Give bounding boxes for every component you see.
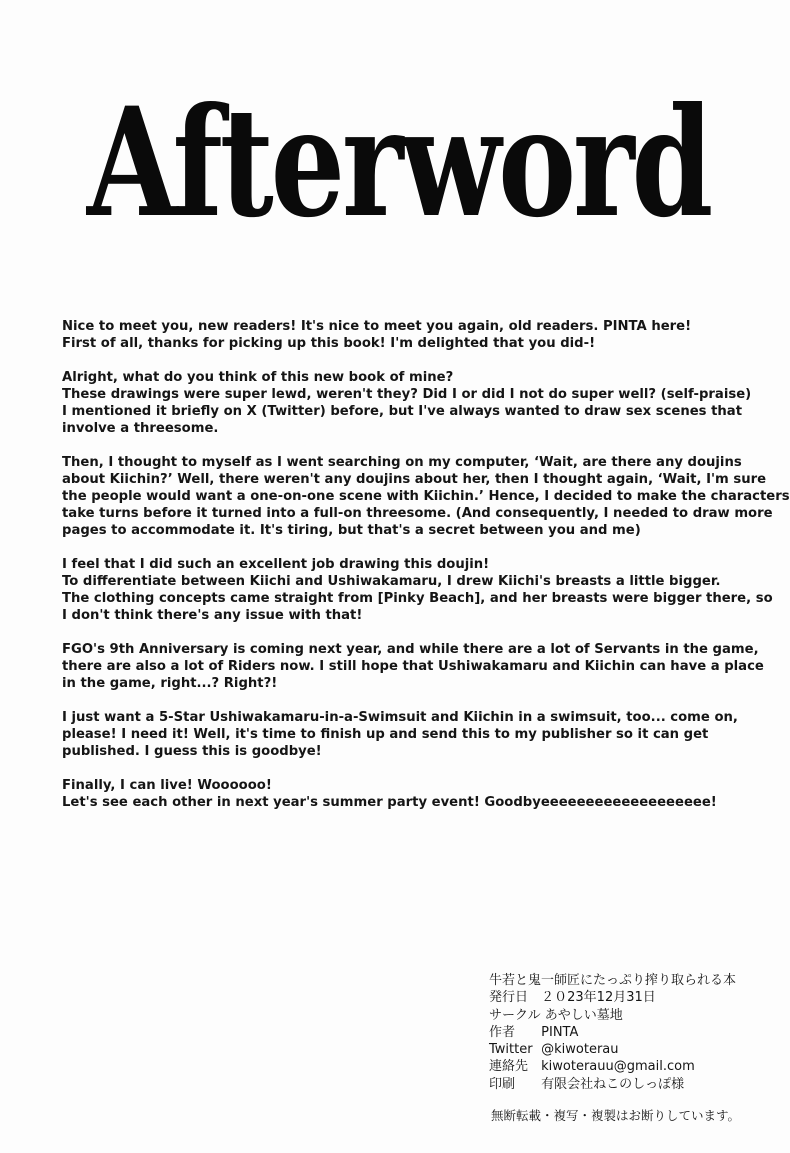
colophon-row-circle bbox=[489, 1007, 779, 1024]
colophon-row-twitter bbox=[489, 1041, 779, 1058]
text-line: in the game, right...? Right?! bbox=[62, 676, 278, 691]
page-title: Afterword bbox=[86, 75, 711, 251]
text-line: about Kiichin?’ Well, there weren't any doujins about her, then I thought again, ‘Wait, I'm sure bbox=[62, 472, 767, 487]
text-line: I don't think there's any issue with that! bbox=[62, 608, 363, 623]
text-line: I just want a 5-Star Ushiwakamaru-in-a-Swimsuit and Kiichin in a swimsuit, too... come on, bbox=[62, 710, 738, 725]
colophon-value: @kiwoterau bbox=[541, 1042, 619, 1058]
colophon-value: kiwoterauu@gmail.com bbox=[541, 1059, 695, 1075]
text-line: Finally, I can live! Woooooo! bbox=[62, 778, 272, 793]
text-line: I mentioned it briefly on X (Twitter) before, but I've always wanted to draw sex scenes that bbox=[62, 404, 743, 419]
colophon-value: ２０23年12月31日 bbox=[541, 990, 656, 1006]
text-line: Let's see each other in next year's summer party event! Goodbyeeeeeeeeeeeeeeeeeee! bbox=[62, 795, 717, 810]
paragraph-5 bbox=[62, 641, 764, 692]
text-line: take turns before it turned into a full-on threesome. (And consequently, I needed to draw more bbox=[62, 506, 773, 521]
afterword-body bbox=[62, 318, 790, 828]
text-line: Alright, what do you think of this new book of mine? bbox=[62, 370, 454, 385]
text-line: please! I need it! Well, it's time to finish up and send this to my publisher so it can get bbox=[62, 727, 709, 742]
text-line: FGO's 9th Anniversary is coming next year, and while there are a lot of Servants in the game, bbox=[62, 642, 759, 657]
colophon-label: Twitter bbox=[489, 1042, 533, 1058]
text-line: The clothing concepts came straight from [Pinky Beach], and her breasts were bigger there, so bbox=[62, 591, 773, 606]
text-line: involve a threesome. bbox=[62, 421, 219, 436]
text-line: To differentiate between Kiichi and Ushiwakamaru, I drew Kiichi's breasts a little bigger. bbox=[62, 574, 721, 589]
paragraph-4 bbox=[62, 556, 773, 624]
colophon-row-author bbox=[489, 1024, 779, 1041]
colophon-label: 作者 bbox=[489, 1024, 516, 1040]
text-line: there are also a lot of Riders now. I still hope that Ushiwakamaru and Kiichin can have a place bbox=[62, 659, 764, 674]
paragraph-2 bbox=[62, 369, 752, 437]
colophon-row-date bbox=[489, 989, 779, 1006]
text-line: published. I guess this is goodbye! bbox=[62, 744, 322, 759]
colophon-label: 印刷 bbox=[489, 1076, 516, 1092]
colophon-label: 連絡先 bbox=[489, 1059, 529, 1075]
colophon-row-contact bbox=[489, 1058, 779, 1075]
colophon-value: PINTA bbox=[541, 1024, 579, 1040]
paragraph-7 bbox=[62, 777, 742, 811]
colophon bbox=[489, 972, 779, 1093]
text-line: the people would want a one-on-one scene with Kiichin.’ Hence, I decided to make the characters bbox=[62, 489, 790, 504]
paragraph-3 bbox=[62, 454, 790, 539]
colophon-row-printer bbox=[489, 1076, 779, 1093]
copyright-notice: 無断転載・複写・複製はお断りしています。 bbox=[491, 1108, 741, 1123]
text-line: Nice to meet you, new readers! It's nice to meet you again, old readers. PINTA here! bbox=[62, 319, 692, 334]
text-line: I feel that I did such an excellent job drawing this doujin! bbox=[62, 557, 490, 572]
paragraph-1 bbox=[62, 318, 742, 352]
text-line: pages to accommodate it. It's tiring, but that's a secret between you and me) bbox=[62, 523, 641, 538]
colophon-label: サークル bbox=[489, 1007, 541, 1023]
colophon-label: 発行日 bbox=[489, 990, 529, 1006]
colophon-book-title: 牛若と鬼一師匠にたっぷり搾り取られる本 bbox=[489, 973, 737, 988]
text-line: These drawings were super lewd, weren't they? Did I or did I not do super well? (self-praise) bbox=[62, 387, 752, 402]
text-line: First of all, thanks for picking up this book! I'm delighted that you did-! bbox=[62, 336, 596, 351]
colophon-value: 有限会社ねこのしっぽ様 bbox=[541, 1076, 685, 1092]
paragraph-6 bbox=[62, 709, 742, 760]
text-line: Then, I thought to myself as I went searching on my computer, ‘Wait, are there any doujins bbox=[62, 455, 742, 470]
colophon-value: あやしい墓地 bbox=[544, 1007, 623, 1023]
